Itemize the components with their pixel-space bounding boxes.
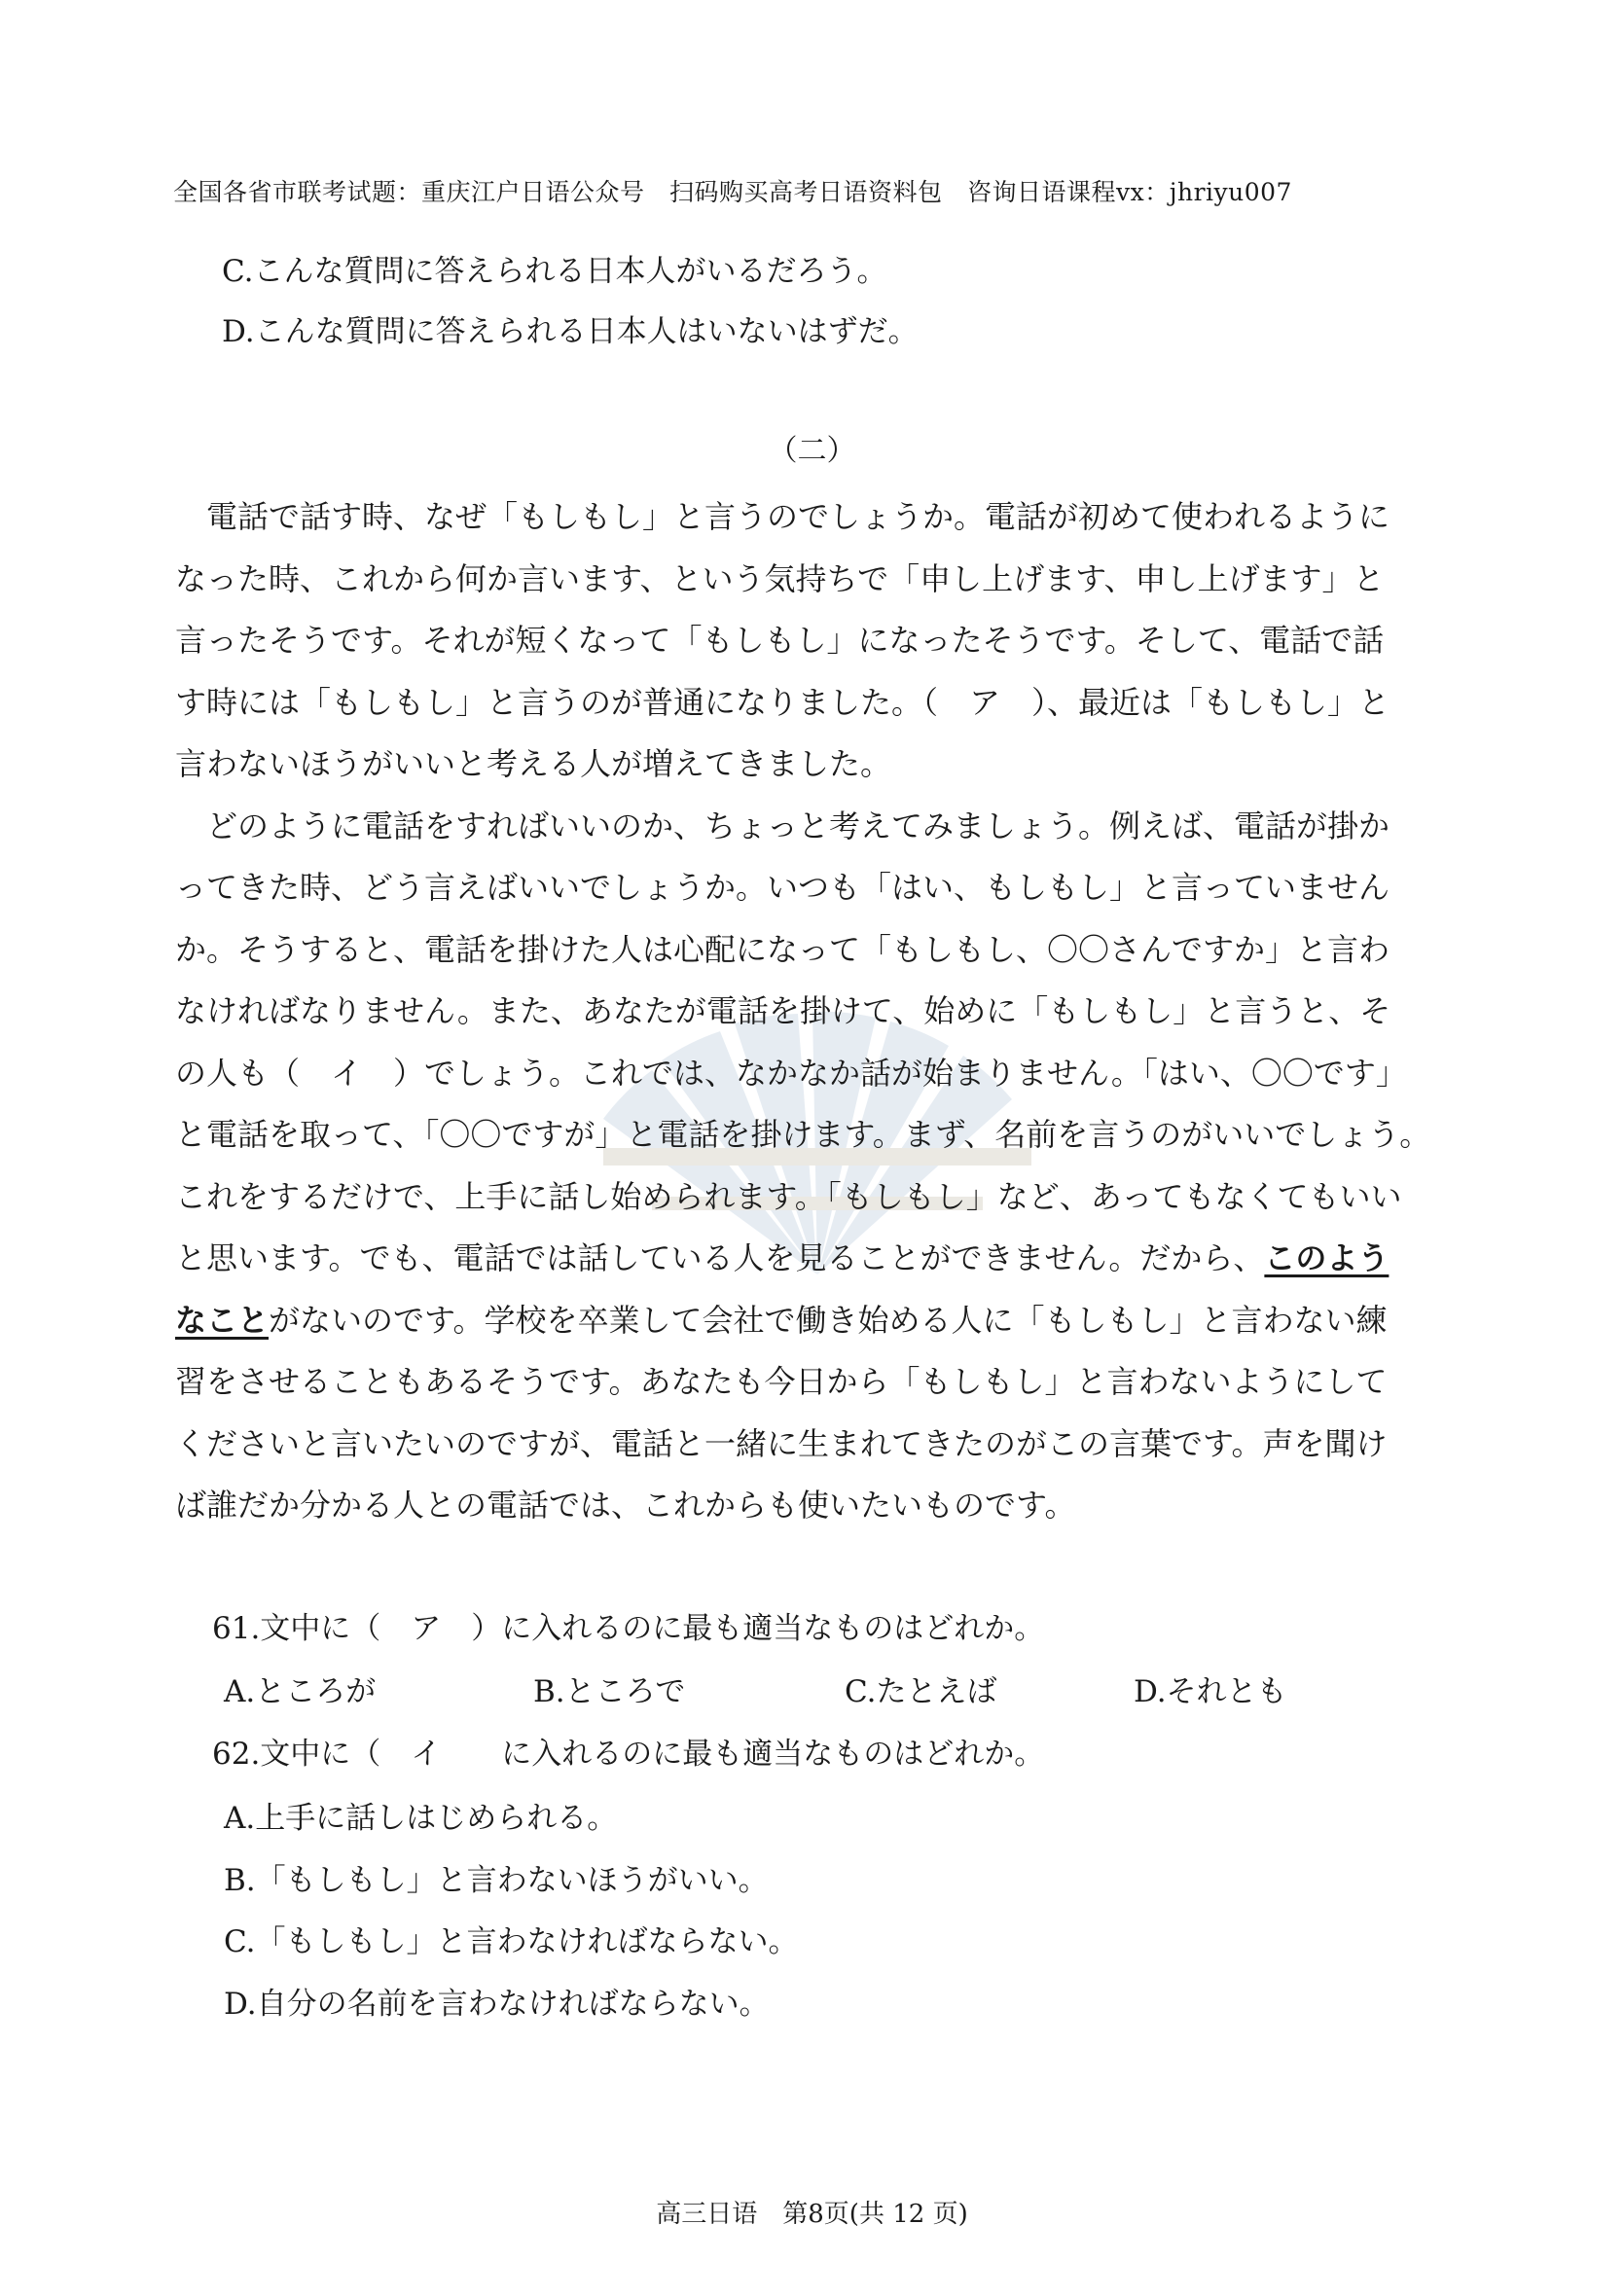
- page-header: 全国各省市联考试题：重庆江户日语公众号 扫码购买高考日语资料包 咨询日语课程vx：jhriyu007: [173, 178, 1292, 206]
- passage-line: す時には「もしもし」と言うのが普通になりました。（ ア ）、最近は「もしもし」と: [175, 683, 1390, 721]
- passage-text: と思います。でも、電話では話している人を見ることができません。だから、: [175, 1239, 1265, 1276]
- q62-option-b: B.「もしもし」と言わないほうがいい。: [224, 1863, 769, 1898]
- passage-line: 言ったそうです。それが短くなって「もしもし」になったそうです。そして、電話で話: [175, 622, 1385, 659]
- passage-line: ば誰だか分かる人との電話では、これからも使いたいものです。: [175, 1487, 1076, 1524]
- q61-option-c: C.たとえば: [845, 1674, 997, 1709]
- passage-text: がないのです。学校を卒業して会社で働き始める人に「もしもし」と言わない練: [269, 1301, 1388, 1339]
- passage-line: なければなりません。また、あなたが電話を掛けて、始めに「もしもし」と言うと、そ: [175, 992, 1391, 1029]
- passage-line: 電話で話す時、なぜ「もしもし」と言うのでしょうか。電話が初めて使われるように: [206, 498, 1390, 535]
- q62-option-a: A.上手に話しはじめられる。: [224, 1801, 618, 1836]
- passage-line: か。そうすると、電話を掛けた人は心配になって「もしもし、〇〇さんですか」と言わ: [175, 930, 1390, 968]
- underlined-phrase: なこと: [175, 1301, 270, 1339]
- page-footer: 高三日语 第8页(共 12 页): [656, 2200, 968, 2229]
- q61-option-b: B.ところで: [533, 1674, 686, 1709]
- passage-line: 習をさせることもあるそうです。あなたも今日から「もしもし」と言わないようにして: [175, 1363, 1388, 1400]
- prev-option-d: D.こんな質問に答えられる日本人はいないはずだ。: [222, 314, 919, 349]
- passage-line: なった時、これから何か言います、という気持ちで「申し上げます、申し上げます」と: [175, 559, 1385, 597]
- question-62-stem: 62.文中に（ イ に入れるのに最も適当なものはどれか。: [212, 1737, 1045, 1772]
- passage-line: どのように電話をすればいいのか、ちょっと考えてみましょう。例えば、電話が掛か: [206, 807, 1390, 844]
- q62-option-d: D.自分の名前を言わなければならない。: [224, 1987, 770, 2022]
- q61-option-d: D.それとも: [1134, 1674, 1287, 1709]
- reading-passage: [175, 486, 1460, 1537]
- passage-line: [175, 1228, 1460, 1290]
- question-61-stem: 61.文中に（ ア ）に入れるのに最も適当なものはどれか。: [212, 1611, 1045, 1646]
- underlined-phrase: このよう: [1264, 1239, 1389, 1276]
- passage-line: 言わないほうがいいと考える人が増えてきました。: [175, 745, 892, 782]
- passage-line: の人も（ イ ）でしょう。これでは、なかなか話が始まりません。「はい、〇〇です」: [175, 1054, 1407, 1092]
- passage-line: と電話を取って、「〇〇ですが」と電話を掛けます。まず、名前を言うのがいいでしょう。: [175, 1116, 1431, 1153]
- passage-line: ってきた時、どう言えばいいでしょうか。いつも「はい、もしもし」と言っていません: [175, 869, 1390, 906]
- prev-option-c: C.こんな質問に答えられる日本人がいるだろう。: [222, 254, 887, 289]
- passage-line: くださいと言いたいのですが、電話と一緒に生まれてきたのがこの言葉です。声を聞け: [175, 1424, 1388, 1462]
- passage-line: [175, 1290, 1460, 1352]
- passage-line: これをするだけで、上手に話し始められます。「もしもし」など、あってもなくてもいい: [175, 1177, 1402, 1215]
- q61-option-a: A.ところが: [224, 1674, 377, 1709]
- q62-option-c: C.「もしもし」と言わなければならない。: [224, 1924, 799, 1959]
- section-title: （二）: [768, 434, 856, 468]
